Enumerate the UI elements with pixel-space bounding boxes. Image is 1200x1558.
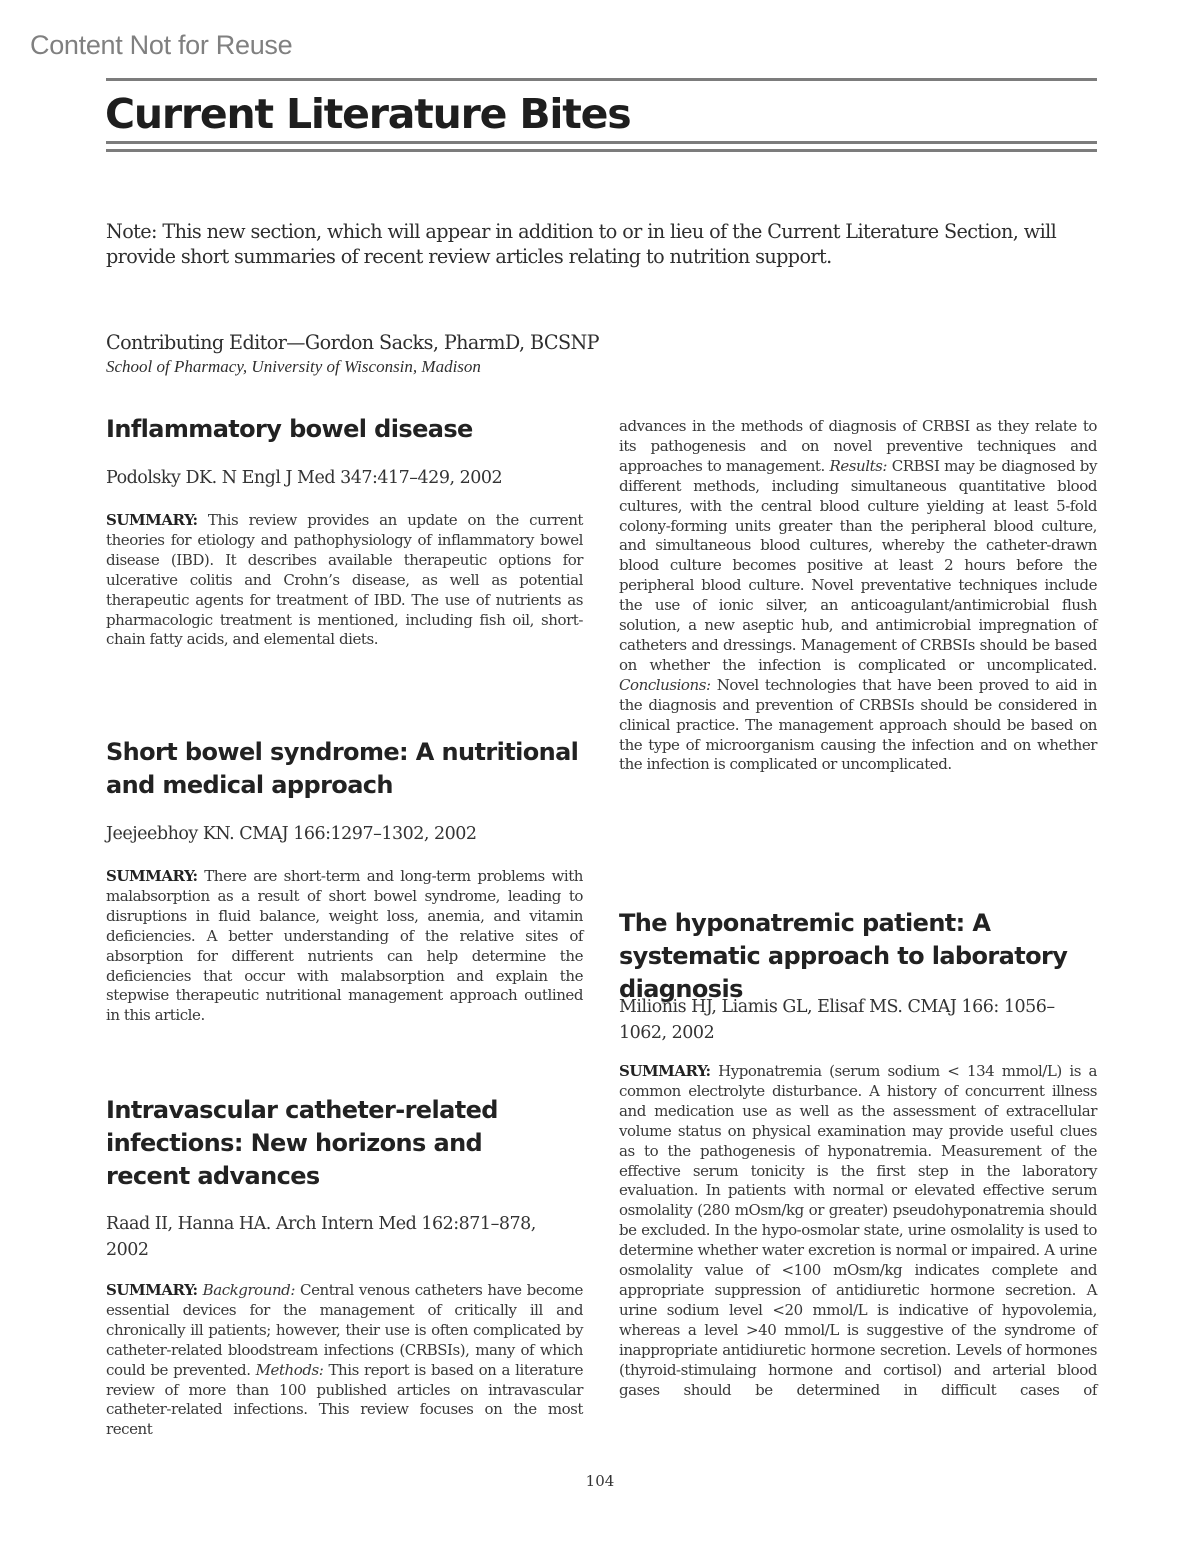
results-text: CRBSI may be diagnosed by different methods, including simultaneous quantitative blood cultures, with the central blood culture yielding at least 5-fold colony-forming units greater than the peripheral blood culture, and simultaneous blood cultures, whereby the catheter-drawn blood culture becomes positive at least 2 hours before the peripheral blood culture. Novel preventative techniques include the use of ionic silver, an anticoagulant/antimicrobial flush solution, a new aseptic hub, and antimicrobial impregnation of catheters and dressings. Management of CRBSIs should be based on whether the infection is complicated or uncomplicated. [619,456,1097,674]
conclusions-label: Conclusions: [619,675,711,694]
summary-label: SUMMARY: [106,511,198,529]
article-title-short-bowel: Short bowel syndrome: A nutritional and medical approach [106,738,579,799]
section-note: Note: This new section, which will appear in addition to or in lieu of the Current Literature Section, will provide short summaries of recent review articles relating to nutrition support. [106,220,1057,268]
article-summary-short-bowel [106,867,583,1026]
article-title-hyponatremic: The hyponatremic patient: A systematic approach to laboratory diagnosis [619,909,1068,1003]
header-rule-bottom-2 [106,149,1097,152]
article-title-ibd: Inflammatory bowel disease [106,415,473,443]
article-summary-hyponatremic [619,1062,1097,1400]
background-label: Background: [202,1281,295,1299]
page-title: Current Literature Bites [105,90,631,138]
article-citation-catheter: Raad II, Hanna HA. Arch Intern Med 162:871–878, 2002 [106,1214,536,1260]
summary-label: SUMMARY: [106,867,198,885]
methods-text: This report is based on a literature review of more than 100 published articles on intravascular catheter-related infections. This review focuses on the most recent [106,1360,583,1439]
header-rule-top [106,78,1097,81]
article-summary-catheter-part1 [106,1281,583,1440]
background-text: Central venous catheters have become essential devices for the management of critically ill and chronically ill patients; however, their use is often complicated by catheter-related bloodstream infections (CRBSIs), many of which could be prevented. [106,1281,583,1379]
methods-label: Methods: [255,1360,324,1379]
continued-text: advances in the methods of diagnosis of CRBSI as they relate to its pathogenesis and on novel preventive techniques and approaches to management. [619,417,1097,475]
conclusions-text: Novel technologies that have been proved to aid in the diagnosis and prevention of CRBSIs should be considered in clinical practice. The management approach should be based on the type of microorganism causing the infection and on whether the infection is complicated or uncomplicated. [619,675,1097,774]
article-citation-hyponatremic: Milionis HJ, Liamis GL, Elisaf MS. CMAJ 166: 1056–1062, 2002 [619,997,1055,1043]
article-summary-catheter-part2 [619,417,1097,775]
summary-text: This review provides an update on the current theories for etiology and pathophysiology of inflammatory bowel disease (IBD). It describes available therapeutic options for ulcerative colitis and Crohn’s disease, as well as potential therapeutic agents for treatment of IBD. The use of nutrients as pharmacologic treatment is mentioned, including fish oil, short-chain fatty acids, and elemental diets. [106,511,583,649]
watermark-text: Content Not for Reuse [30,30,293,60]
article-title-catheter: Intravascular catheter-related infections: New horizons and recent advances [106,1096,498,1190]
page-number: 104 [585,1472,615,1490]
contributing-editor: Contributing Editor—Gordon Sacks, PharmD, BCSNP [106,331,599,354]
summary-label: SUMMARY: [106,1281,198,1299]
editor-affiliation: School of Pharmacy, University of Wisconsin, Madison [106,357,481,376]
summary-text: Hyponatremia (serum sodium < 134 mmol/L) is a common electrolyte disturbance. A history of concurrent illness and medication use as well as the assessment of extracellular volume status on physical examination may provide useful clues as to the pathogenesis of hyponatremia. Measurement of the effective serum tonicity is the first step in the laboratory evaluation. In patients with normal or elevated effective serum osmolality (280 mOsm/kg or greater) pseudohyponatremia should be excluded. In the hypo-osmolar state, urine osmolality is used to determine whether water excretion is normal or impaired. A urine osmolality value of <100 mOsm/kg indicates complete and appropriate suppression of antidiuretic hormone secretion. A urine sodium level <20 mmol/L is indicative of hypovolemia, whereas a level >40 mmol/L is suggestive of the syndrome of inappropriate antidiuretic hormone secretion. Levels of hormones (thyroid-stimulaing hormone and cortisol) and arterial blood gases should be determined in difficult cases of [619,1062,1097,1399]
header-rule-bottom-1 [106,141,1097,144]
summary-text: There are short-term and long-term problems with malabsorption as a result of short bowel syndrome, leading to disruptions in fluid balance, weight loss, anemia, and vitamin deficiencies. A better understanding of the relative sites of absorption for different nutrients can help determine the deficiencies that occur with malabsorption and explain the stepwise therapeutic nutritional management approach outlined in this article. [106,867,583,1025]
summary-label: SUMMARY: [619,1062,711,1080]
article-summary-ibd [106,511,583,650]
article-citation-ibd: Podolsky DK. N Engl J Med 347:417–429, 2002 [106,468,503,488]
results-label: Results: [829,456,888,475]
article-citation-short-bowel: Jeejeebhoy KN. CMAJ 166:1297–1302, 2002 [106,824,477,844]
